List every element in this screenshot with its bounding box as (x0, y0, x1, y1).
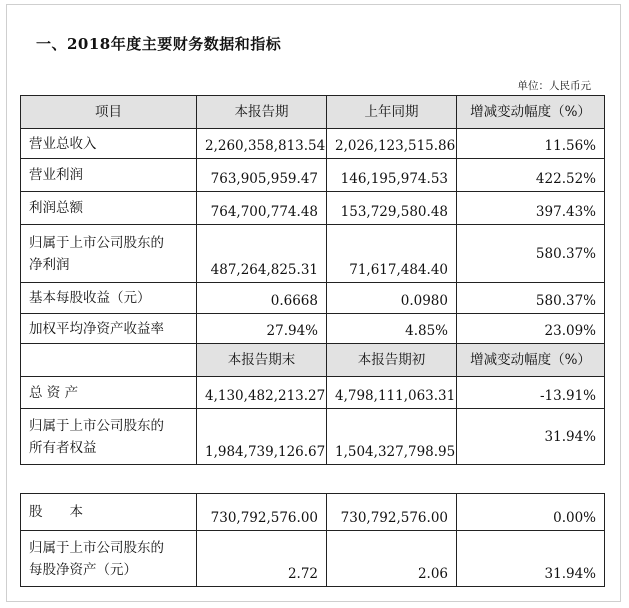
cell-value: 27.94% (197, 314, 327, 344)
column-header: 本报告期初 (327, 344, 457, 377)
row-label: 基本每股收益（元） (21, 283, 197, 314)
share-capital-table (20, 493, 605, 587)
cell-value: 4,798,111,063.31 (327, 377, 457, 409)
cell-value: 730,792,576.00 (327, 494, 457, 531)
cell-value: 4.85% (327, 314, 457, 344)
cell-value: 0.6668 (197, 283, 327, 314)
cell-value: 31.94% (457, 409, 605, 465)
row-label: 利润总额 (21, 192, 197, 225)
cell-value: 1,504,327,798.95 (327, 409, 457, 465)
column-header: 上年同期 (327, 96, 457, 129)
cell-value: 2,260,358,813.54 (197, 129, 327, 159)
column-header: 增减变动幅度（%） (457, 344, 605, 377)
column-header: 增减变动幅度（%） (457, 96, 605, 129)
column-header: 本报告期 (197, 96, 327, 129)
table-row (21, 377, 605, 409)
column-header: 本报告期末 (197, 344, 327, 377)
column-header (21, 344, 197, 377)
cell-value: 71,617,484.40 (327, 225, 457, 283)
row-label: 加权平均净资产收益率 (21, 314, 197, 344)
table-subheader-row (21, 344, 605, 377)
cell-value: 422.52% (457, 159, 605, 192)
cell-value: 487,264,825.31 (197, 225, 327, 283)
table-row (21, 129, 605, 159)
cell-value: 580.37% (457, 283, 605, 314)
cell-value: 764,700,774.48 (197, 192, 327, 225)
table-row (21, 225, 605, 283)
cell-value: 11.56% (457, 129, 605, 159)
cell-value: 1,984,739,126.67 (197, 409, 327, 465)
cell-value: 4,130,482,213.27 (197, 377, 327, 409)
cell-value: 23.09% (457, 314, 605, 344)
table-row (21, 192, 605, 225)
row-label: 总 资 产 (21, 377, 197, 409)
row-label: 股 本 (21, 494, 197, 531)
cell-value: 0.00% (457, 494, 605, 531)
section-title: 一、2018年度主要财务数据和指标 (36, 35, 282, 53)
row-label (21, 409, 197, 465)
row-label-line: 净利润 (29, 256, 70, 273)
table-row (21, 314, 605, 344)
cell-value: 146,195,974.53 (327, 159, 457, 192)
table-row (21, 531, 605, 587)
table-row (21, 409, 605, 465)
row-label (21, 531, 197, 587)
cell-value: 730,792,576.00 (197, 494, 327, 531)
cell-value: 763,905,959.47 (197, 159, 327, 192)
table-row (21, 283, 605, 314)
cell-value: 2.06 (327, 531, 457, 587)
table-row (21, 159, 605, 192)
row-label (21, 225, 197, 283)
cell-value: 397.43% (457, 192, 605, 225)
cell-value: -13.91% (457, 377, 605, 409)
cell-value: 31.94% (457, 531, 605, 587)
row-label-line: 归属于上市公司股东的 (29, 234, 164, 251)
row-label-line: 所有者权益 (29, 439, 97, 456)
cell-value: 580.37% (457, 225, 605, 283)
table-row (21, 494, 605, 531)
row-label: 营业利润 (21, 159, 197, 192)
row-label: 营业总收入 (21, 129, 197, 159)
cell-value: 153,729,580.48 (327, 192, 457, 225)
cell-value: 2.72 (197, 531, 327, 587)
financial-indicators-table (20, 95, 605, 465)
cell-value: 0.0980 (327, 283, 457, 314)
column-header: 项目 (21, 96, 197, 129)
row-label-line: 归属于上市公司股东的 (29, 539, 164, 556)
row-label-line: 归属于上市公司股东的 (29, 417, 164, 434)
currency-unit-label: 单位：人民币元 (517, 80, 591, 92)
row-label-line: 每股净资产（元） (29, 561, 137, 578)
table-header-row (21, 96, 605, 129)
cell-value: 2,026,123,515.86 (327, 129, 457, 159)
